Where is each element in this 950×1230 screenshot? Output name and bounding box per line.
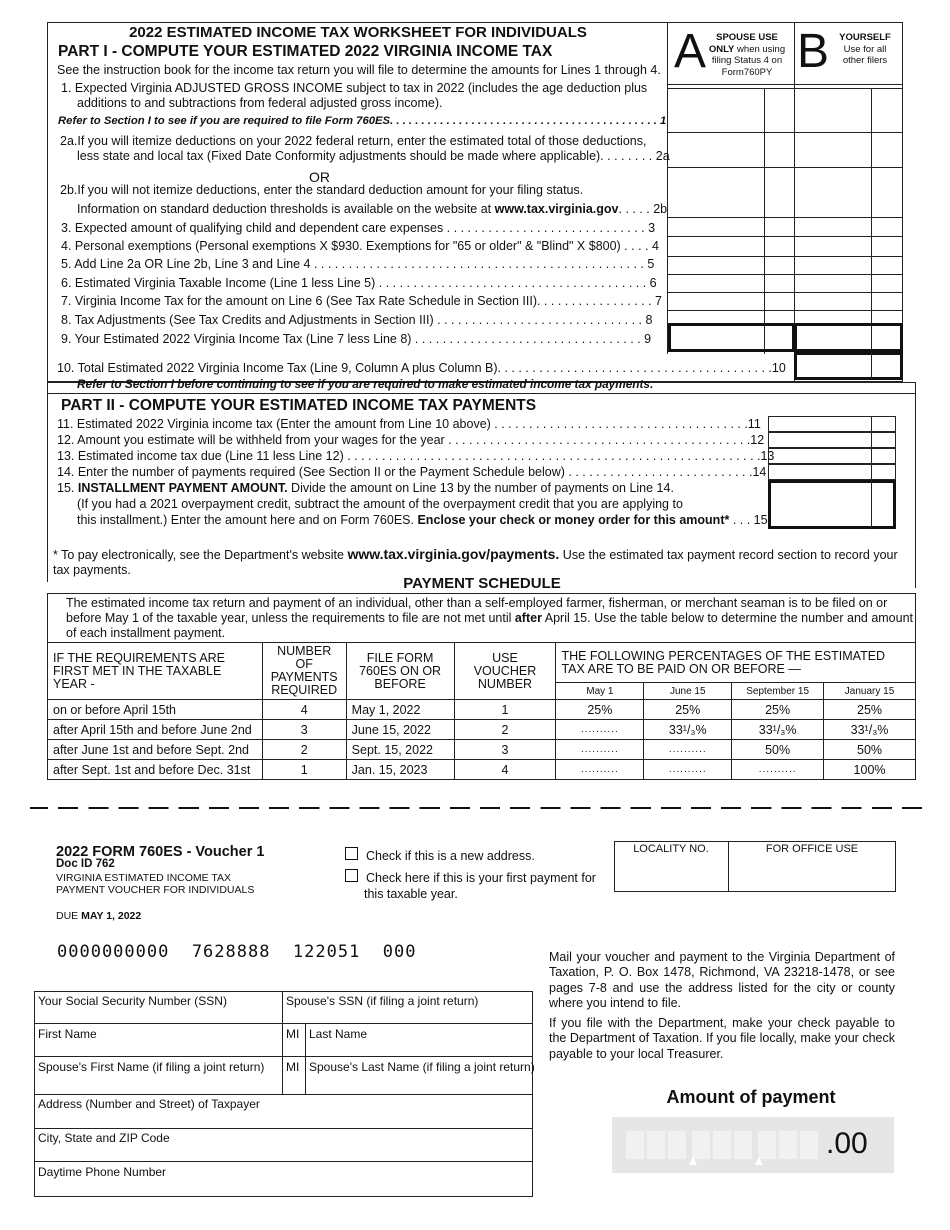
worksheet-title: 2022 ESTIMATED INCOME TAX WORKSHEET FOR INDIVIDUALS	[129, 24, 587, 41]
row-when: after Sept. 1st and before Dec. 31st	[48, 760, 263, 780]
address-field[interactable]: Address (Number and Street) of Taxpayer	[38, 1097, 260, 1111]
tax-website-link[interactable]: www.tax.virginia.gov	[494, 202, 619, 216]
scan-line: 0000000000 7628888 122051 000	[57, 942, 417, 962]
row-pct: ..........	[644, 740, 732, 760]
schedule-intro-1: The estimated income tax return and payment of an individual, other than a self-employed farmer, fisherman, or merchant seaman is to be filed on or	[66, 596, 888, 610]
row-file: June 15, 2022	[346, 720, 454, 740]
part1-intro: See the instruction book for the income tax return you will file to determine the amounts for Lines 1 through 4.	[57, 63, 661, 77]
row-voucher: 4	[454, 760, 556, 780]
line-15-installment-box[interactable]	[768, 480, 896, 529]
line-12: 12. Amount you estimate will be withheld from your wages for the year . . . . . . . . . . . . . . . . . . . . . . . . . . . . . . . . . . . . . . . . . . . .12	[57, 433, 765, 447]
line9-column-b-box[interactable]	[794, 323, 903, 352]
footnote: * To pay electronically, see the Department's website www.tax.virginia.gov/payments. Use the estimated tax payment record section to record your	[53, 546, 898, 562]
row-pct: 25%	[824, 700, 916, 720]
table-row	[48, 700, 916, 720]
header-percentages: THE FOLLOWING PERCENTAGES OF THE ESTIMATED TAX ARE TO BE PAID ON OR BEFORE —	[556, 643, 916, 683]
line-10-note: Refer to Section I before continuing to see if you are required to make estimated income tax payments.	[77, 377, 654, 391]
table-row	[48, 740, 916, 760]
footnote-2: tax payments.	[53, 563, 131, 577]
line-14: 14. Enter the number of payments required (See Section II or the Payment Schedule below) . . . . . . . . . . . . . . . . . . . . . . . . . . .14	[57, 465, 767, 479]
first-payment-checkbox[interactable]	[345, 869, 358, 882]
line9-column-a-box[interactable]	[668, 323, 795, 352]
row-pct: 50%	[732, 740, 824, 760]
line10-total-box[interactable]	[794, 352, 903, 380]
or-label: OR	[309, 169, 330, 185]
row-pct: 100%	[824, 760, 916, 780]
voucher-doc-id: Doc ID 762	[56, 858, 115, 870]
line-11-box[interactable]	[768, 416, 896, 432]
column-b-letter: B	[797, 25, 830, 78]
amount-of-payment-box[interactable]	[612, 1117, 894, 1173]
column-b-l2: Use for all	[843, 43, 887, 55]
line-1b: additions to and subtractions from federal adjusted gross income).	[77, 96, 443, 110]
row-pct: ..........	[556, 760, 644, 780]
first-payment-label-1: Check here if this is your first payment for	[366, 871, 596, 885]
column-b-l3: other filers	[842, 55, 888, 66]
line-14-box[interactable]	[768, 464, 896, 480]
line-13: 13. Estimated income tax due (Line 11 less Line 12) . . . . . . . . . . . . . . . . . . . . . . . . . . . . . . . . . . . . . . . . . . . . . . . . . . . . . . . . . . . .13	[57, 449, 775, 463]
new-address-checkbox[interactable]	[345, 847, 358, 860]
line-13-box[interactable]	[768, 448, 896, 464]
table-row	[48, 760, 916, 780]
row-voucher: 1	[454, 700, 556, 720]
header-sept-15: September 15	[732, 683, 824, 700]
row-num: 2	[262, 740, 346, 760]
line-15b: (If you had a 2021 overpayment credit, subtract the amount of the overpayment credit that you are applying to	[77, 497, 683, 511]
schedule-title: PAYMENT SCHEDULE	[403, 575, 561, 592]
ssn-field[interactable]: Your Social Security Number (SSN)	[38, 994, 227, 1008]
row-pct: 25%	[556, 700, 644, 720]
row-num: 4	[262, 700, 346, 720]
schedule-intro-2: before May 1 of the taxable year, unless the requirements to file are not met until after April 15. Use the table below to determine the number and amount	[66, 611, 914, 625]
part1-title: PART I - COMPUTE YOUR ESTIMATED 2022 VIRGINIA INCOME TAX	[58, 43, 553, 60]
line-1c: Refer to Section I to see if you are required to file Form 760ES. . . . . . . . . . . . . . . . . . . . . . . . . . . . . . . . . . . . . . . . . . . 1	[58, 115, 667, 127]
voucher-sub-1: VIRGINIA ESTIMATED INCOME TAX	[56, 872, 232, 884]
voucher-due: DUE MAY 1, 2022	[56, 910, 142, 922]
column-a-l3: filing Status 4 on	[711, 55, 783, 66]
column-a-bold: SPOUSE USE	[716, 32, 778, 43]
line-9: 9. Your Estimated 2022 Virginia Income Tax (Line 7 less Line 8) . . . . . . . . . . . . . . . . . . . . . . . . . . . . . . . . . 9	[61, 332, 652, 346]
amount-cents: .00	[826, 1127, 868, 1160]
payments-website-link[interactable]: www.tax.virginia.gov/payments.	[347, 546, 560, 562]
schedule-intro-3: of each installment payment.	[66, 626, 226, 640]
city-state-zip-field[interactable]: City, State and ZIP Code	[38, 1131, 170, 1145]
amount-title: Amount of payment	[666, 1087, 836, 1107]
row-pct: 33¹/₃%	[644, 720, 732, 740]
column-a-letter: A	[674, 25, 707, 78]
line-7: 7. Virginia Income Tax for the amount on Line 6 (See Tax Rate Schedule in Section III). . . . . . . . . . . . . . . . . 7	[61, 294, 663, 308]
mail-instructions: Mail your voucher and payment to the Virginia Department of Taxation, P. O. Box 1478, Richmond, VA 23218-1478, or see pages 7-8 and use the address listed for the city or county where you intend to file.	[549, 950, 895, 1010]
line-15a: 15. INSTALLMENT PAYMENT AMOUNT. Divide the amount on Line 13 by the number of payments on Line 14.	[57, 481, 674, 495]
first-payment-label-2: this taxable year.	[364, 887, 458, 901]
row-file: Jan. 15, 2023	[346, 760, 454, 780]
row-file: Sept. 15, 2022	[346, 740, 454, 760]
first-name-field[interactable]: First Name	[38, 1027, 97, 1041]
column-a-rest: when using	[737, 43, 786, 55]
row-pct: 25%	[732, 700, 824, 720]
line-2a-2: less state and local tax (Fixed Date Conformity adjustments should be made where applicable). . . . . . . . 2a	[77, 149, 670, 163]
line-5: 5. Add Line 2a OR Line 2b, Line 3 and Line 4 . . . . . . . . . . . . . . . . . . . . . . . . . . . . . . . . . . . . . . . . . . . . . . . . 5	[61, 257, 655, 271]
header-num-payments: NUMBER OF PAYMENTS REQUIRED	[262, 643, 346, 700]
column-a-header	[668, 24, 790, 86]
payment-schedule-table	[47, 642, 916, 780]
row-pct: 33¹/₃%	[824, 720, 916, 740]
row-when: on or before April 15th	[48, 700, 263, 720]
header-june-15: June 15	[644, 683, 732, 700]
part2-title: PART II - COMPUTE YOUR ESTIMATED INCOME TAX PAYMENTS	[61, 397, 537, 414]
row-pct: 50%	[824, 740, 916, 760]
line-2b-2: Information on standard deduction thresholds is available on the website at www.tax.virginia.gov. . . . . 2b	[77, 202, 668, 216]
row-num: 3	[262, 720, 346, 740]
mi-field[interactable]: MI	[286, 1027, 300, 1041]
cut-line	[30, 807, 922, 809]
line-6: 6. Estimated Virginia Taxable Income (Line 1 less Line 5) . . . . . . . . . . . . . . . . . . . . . . . . . . . . . . . . . . . . . . . 6	[61, 276, 657, 290]
column-b-header	[795, 24, 901, 86]
row-when: after April 15th and before June 2nd	[48, 720, 263, 740]
spouse-first-name-field[interactable]: Spouse's First Name (if filing a joint return)	[38, 1060, 265, 1074]
header-voucher: USE VOUCHER NUMBER	[454, 643, 556, 700]
office-use-label: FOR OFFICE USE	[765, 843, 859, 855]
spouse-ssn-field[interactable]: Spouse's SSN (if filing a joint return)	[286, 994, 479, 1008]
header-jan-15: January 15	[824, 683, 916, 700]
line-15c: this installment.) Enter the amount here and on Form 760ES. Enclose your check or money order for this amount* . . . 15	[77, 513, 768, 527]
row-num: 1	[262, 760, 346, 780]
line-3: 3. Expected amount of qualifying child and dependent care expenses . . . . . . . . . . . . . . . . . . . . . . . . . . . . . 3	[61, 221, 656, 235]
line-11: 11. Estimated 2022 Virginia income tax (Enter the amount from Line 10 above) . . . . . . . . . . . . . . . . . . . . . . . . . . . . . . . . . . . . .11	[57, 417, 761, 431]
spouse-last-name-field[interactable]: Spouse's Last Name (if filing a joint return)	[309, 1060, 535, 1074]
line-12-box[interactable]	[768, 432, 896, 448]
phone-field[interactable]: Daytime Phone Number	[38, 1165, 167, 1179]
last-name-field[interactable]: Last Name	[309, 1027, 368, 1041]
table-row	[48, 720, 916, 740]
row-pct: 25%	[644, 700, 732, 720]
header-file-form: FILE FORM 760ES ON OR BEFORE	[346, 643, 454, 700]
row-pct: ..........	[644, 760, 732, 780]
row-when: after June 1st and before Sept. 2nd	[48, 740, 263, 760]
row-voucher: 3	[454, 740, 556, 760]
row-voucher: 2	[454, 720, 556, 740]
header-may-1: May 1	[556, 683, 644, 700]
spouse-mi-field[interactable]: MI	[286, 1060, 300, 1074]
row-pct: ..........	[556, 720, 644, 740]
new-address-label: Check if this is a new address.	[366, 849, 535, 863]
line-10: 10. Total Estimated 2022 Virginia Income Tax (Line 9, Column A plus Column B). . . . . . . . . . . . . . . . . . . . . . . . . . . . . . . . . . . . . . . .10	[57, 361, 786, 375]
payable-instructions: If you file with the Department, make your check payable to the Department of Taxation. If you file locally, make your check payable to your local Treasurer.	[549, 1016, 895, 1061]
line-1a: 1. Expected Virginia ADJUSTED GROSS INCOME subject to tax in 2022 (includes the age deduction plus	[61, 81, 648, 95]
row-pct: ..........	[556, 740, 644, 760]
line-4: 4. Personal exemptions (Personal exemptions X $930. Exemptions for "65 or older" & "Blind" X $800) . . . . 4	[61, 239, 659, 253]
line-2b-1: 2b.If you will not itemize deductions, enter the standard deduction amount for your filing status.	[60, 183, 584, 197]
comma-marker	[755, 1157, 763, 1165]
comma-marker	[689, 1157, 697, 1165]
row-pct: 33¹/₃%	[732, 720, 824, 740]
column-a-l4: Form760PY	[721, 66, 773, 78]
voucher-sub-2: PAYMENT VOUCHER FOR INDIVIDUALS	[56, 884, 255, 896]
column-a-bold2: ONLY	[708, 43, 735, 55]
column-b-bold: YOURSELF	[839, 32, 891, 43]
voucher-title: 2022 FORM 760ES - Voucher 1	[56, 844, 265, 860]
header-requirements: IF THE REQUIREMENTS ARE FIRST MET IN THE TAXABLE YEAR -	[48, 643, 263, 700]
line-8: 8. Tax Adjustments (See Tax Credits and Adjustments in Section III) . . . . . . . . . . . . . . . . . . . . . . . . . . . . . . 8	[61, 313, 653, 327]
locality-no-label: LOCALITY NO.	[633, 843, 709, 855]
row-file: May 1, 2022	[346, 700, 454, 720]
row-pct: ..........	[732, 760, 824, 780]
line-2a-1: 2a.If you will itemize deductions on your 2022 federal return, enter the estimated total of those deductions,	[60, 134, 647, 148]
